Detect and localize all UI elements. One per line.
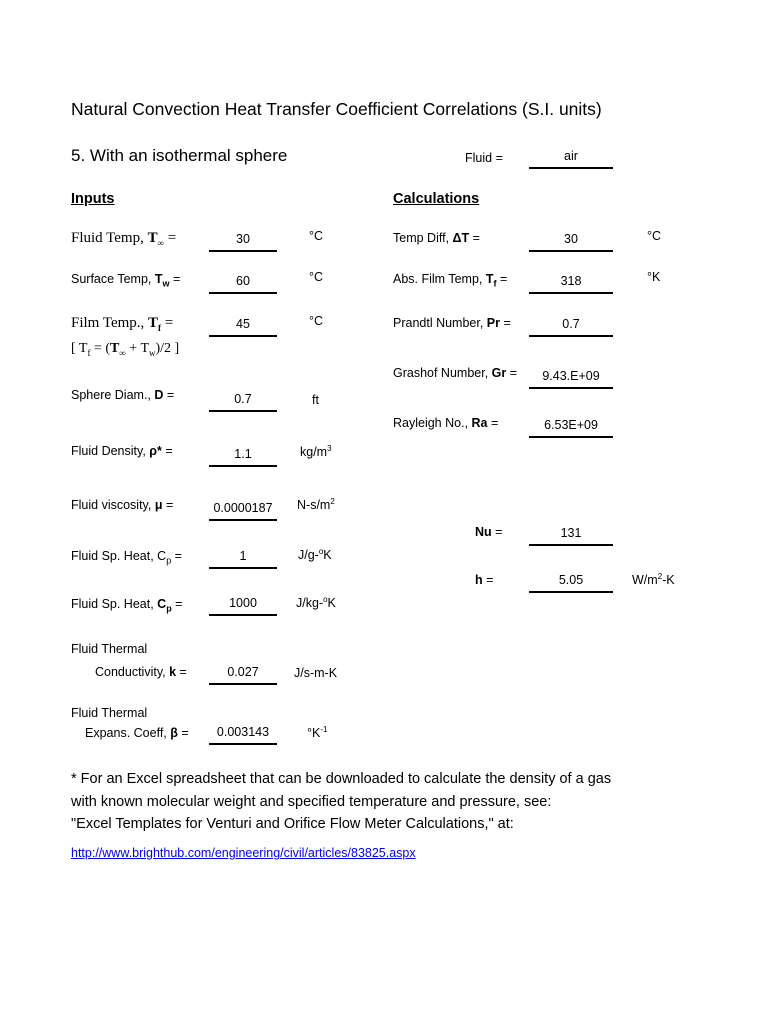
nusselt-value: 131 (529, 526, 613, 546)
inputs-heading: Inputs (71, 191, 115, 207)
h-value: 5.05 (529, 573, 613, 593)
abs-film-temp-label: Abs. Film Temp, $T_f$ = (393, 272, 508, 289)
surface-temp-label: Surface Temp, $T_w$ = (71, 272, 181, 289)
calculations-heading: Calculations (393, 191, 480, 207)
temp-diff-label: Temp Diff, ΔT = (393, 231, 480, 245)
fluid-temp-label: Fluid Temp, $T_\infty$ = (71, 230, 177, 248)
temp-diff-unit: °C (647, 229, 662, 243)
conductivity-unit: J/s-m-K (294, 666, 338, 680)
rayleigh-value: 6.53E+09 (529, 418, 613, 438)
abs-film-temp-value: 318 (529, 274, 613, 294)
density-unit: $kg/m^3$ (300, 444, 332, 460)
sp-heat-kg-unit: J/kg-$^o$K (296, 595, 336, 611)
sp-heat-kg-value: 1000 (209, 596, 277, 616)
sp-heat-g-value: 1 (209, 549, 277, 569)
conductivity-label: Conductivity, k = (95, 665, 187, 679)
expansion-value: 0.003143 (209, 725, 277, 745)
grashof-label: Grashof Number, Gr = (393, 366, 518, 380)
fluid-temp-value: 30 (209, 232, 277, 252)
film-temp-label: Film Temp., $T_f$ = (71, 315, 174, 333)
viscosity-label: Fluid viscosity, μ = (71, 498, 174, 512)
sphere-diam-unit: ft (312, 393, 319, 407)
temp-diff-value: 30 (529, 232, 613, 252)
fluid-label: Fluid = (465, 151, 503, 165)
prandtl-value: 0.7 (529, 317, 613, 337)
surface-temp-unit: °C (309, 270, 324, 284)
viscosity-unit: $N-s/m^2$ (297, 497, 335, 513)
sphere-diam-value: 0.7 (209, 392, 277, 412)
fluid-temp-unit: °C (309, 229, 324, 243)
grashof-value: 9.43.E+09 (529, 369, 613, 389)
note-line-2: with known molecular weight and specified temperature and pressure, see: (71, 794, 552, 810)
note-line-3: "Excel Templates for Venturi and Orifice Flow Meter Calculations," at: (71, 816, 514, 832)
surface-temp-value: 60 (209, 274, 277, 294)
expansion-unit: $^\circ K^{-1}$ (307, 725, 328, 741)
conductivity-value: 0.027 (209, 665, 277, 685)
density-value: 1.1 (209, 447, 277, 467)
brighthub-link[interactable]: http://www.brighthub.com/engineering/civil/articles/83825.aspx (71, 846, 416, 860)
film-temp-value: 45 (209, 317, 277, 337)
viscosity-value: 0.0000187 (209, 501, 277, 521)
nusselt-label: Nu = (475, 525, 503, 539)
film-temp-unit: °C (309, 314, 324, 328)
expansion-label: Expans. Coeff, β = (85, 726, 189, 740)
h-label: h = (475, 573, 494, 587)
prandtl-label: Prandtl Number, Pr = (393, 316, 511, 330)
h-unit: $W/m^2-K$ (632, 572, 675, 588)
sphere-diam-label: Sphere Diam., D = (71, 388, 175, 402)
abs-film-temp-unit: °K (647, 270, 661, 284)
note-line-1: * For an Excel spreadsheet that can be downloaded to calculate the density of a gas (71, 771, 612, 787)
sp-heat-kg-label: Fluid Sp. Heat, $C_p$ = (71, 597, 183, 614)
page-title: Natural Convection Heat Transfer Coefficient Correlations (S.I. units) (71, 99, 602, 119)
fluid-value: air (529, 149, 613, 169)
rayleigh-label: Rayleigh No., Ra = (393, 416, 499, 430)
expansion-line1: Fluid Thermal (71, 706, 148, 720)
conductivity-line1: Fluid Thermal (71, 642, 148, 656)
sp-heat-g-unit: J/g-$^o$K (298, 547, 332, 563)
film-temp-formula: [ $T_f = (T_\infty + T_w)/2$ ] (71, 341, 180, 358)
sp-heat-g-label: Fluid Sp. Heat, $C_p$ = (71, 549, 182, 566)
density-label: Fluid Density, ρ* = (71, 444, 173, 458)
subtitle: 5. With an isothermal sphere (71, 146, 288, 165)
